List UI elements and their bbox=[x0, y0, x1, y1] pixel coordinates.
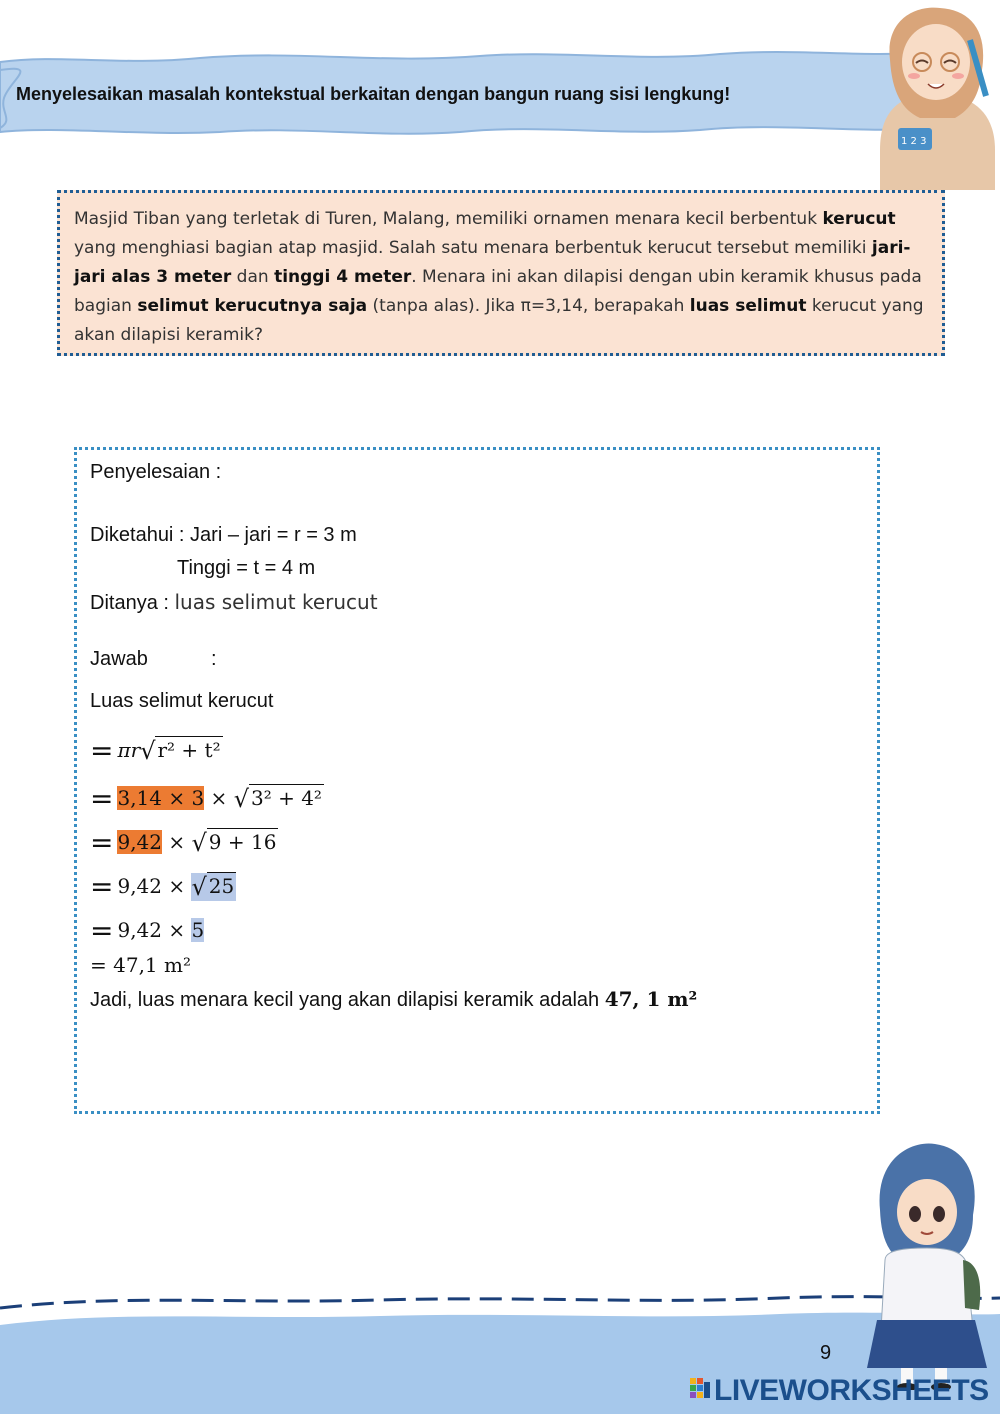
step-1-prefix: πr bbox=[117, 738, 141, 762]
step-5-prefix: 9,42 × bbox=[117, 918, 192, 942]
step-4-radicand: 25 bbox=[208, 874, 235, 898]
step-4-prefix: 9,42 × bbox=[117, 874, 192, 898]
step-5 bbox=[90, 914, 204, 947]
problem-bold: kerucut bbox=[822, 209, 896, 229]
step-1 bbox=[90, 734, 223, 767]
equals-sign: = bbox=[90, 782, 114, 815]
equals-sign: = bbox=[90, 870, 114, 903]
page-number: 9 bbox=[820, 1342, 832, 1364]
brand-text: LIVEWORKSHEETS bbox=[714, 1374, 989, 1407]
square-root-icon: √ 9 + 16 bbox=[191, 829, 277, 857]
step-2-radicand: 3² + 4² bbox=[250, 786, 322, 810]
conclusion-value: 47, 1 m² bbox=[604, 987, 698, 1011]
problem-bold: luas selimut bbox=[689, 296, 807, 316]
page-title: Menyelesaikan masalah kontekstual berkaitan dengan bangun ruang sisi lengkung! bbox=[16, 84, 731, 104]
problem-bold: jari-jari alas 3 meter bbox=[74, 238, 911, 287]
solution-heading: Penyelesaian : bbox=[90, 461, 222, 483]
known-height: Tinggi = t = 4 m bbox=[177, 557, 316, 579]
formula-title: Luas selimut kerucut bbox=[90, 690, 274, 712]
asked-label: Ditanya : bbox=[90, 592, 169, 614]
step-2 bbox=[90, 782, 324, 815]
problem-text: dan bbox=[231, 267, 275, 287]
step-6: = 47,1 m² bbox=[90, 953, 191, 977]
equals-sign: = bbox=[90, 734, 114, 767]
problem-text: Masjid Tiban yang terletak di Turen, Malang, memiliki ornamen menara kecil berbentuk bbox=[74, 209, 823, 229]
step-4 bbox=[90, 870, 236, 903]
asked-line bbox=[90, 590, 378, 615]
asked-value: luas selimut kerucut bbox=[174, 590, 378, 614]
teacher-illustration bbox=[870, 0, 1000, 190]
square-root-icon: √ 25 bbox=[191, 873, 235, 901]
known-radius: Diketahui : Jari – jari = r = 3 m bbox=[90, 524, 357, 546]
square-root-icon: √ 3² + 4² bbox=[233, 785, 322, 813]
calculator-text: 1 2 3 bbox=[901, 136, 927, 147]
problem-text: . Menara ini akan dilapisi dengan ubin keramik khusus pada bagian bbox=[74, 267, 922, 316]
step-1-radicand: r² + t² bbox=[157, 738, 221, 762]
times-sign: × bbox=[162, 830, 192, 854]
problem-text: kerucut yang akan dilapisi keramik? bbox=[74, 296, 924, 345]
problem-bold: tinggi 4 meter bbox=[274, 267, 412, 287]
conclusion-text: Jadi, luas menara kecil yang akan dilapisi keramik adalah bbox=[90, 989, 605, 1011]
problem-statement bbox=[57, 190, 945, 356]
student-illustration bbox=[855, 1140, 990, 1390]
equals-sign: = bbox=[90, 914, 114, 947]
step-3-radicand: 9 + 16 bbox=[208, 830, 277, 854]
answer-colon: : bbox=[211, 648, 217, 670]
step-3 bbox=[90, 826, 278, 859]
times-sign: × bbox=[204, 786, 234, 810]
problem-text: yang menghiasi bagian atap masjid. Salah satu menara berbentuk kerucut tersebut memiliki bbox=[74, 238, 872, 258]
equals-sign: = bbox=[90, 826, 114, 859]
step-3-highlight: 9,42 bbox=[117, 830, 162, 854]
step-5-highlight: 5 bbox=[191, 918, 205, 942]
step-2-highlight: 3,14 × 3 bbox=[117, 786, 205, 810]
problem-text: (tanpa alas). Jika π=3,14, berapakah bbox=[367, 296, 690, 316]
brand-logo bbox=[690, 1374, 989, 1408]
liveworksheets-logo-icon bbox=[690, 1378, 712, 1402]
square-root-icon: √ r² + t² bbox=[140, 737, 221, 765]
conclusion bbox=[90, 987, 697, 1012]
problem-bold: selimut kerucutnya saja bbox=[137, 296, 368, 316]
answer-label: Jawab bbox=[90, 648, 148, 670]
solution-box bbox=[74, 447, 880, 1114]
